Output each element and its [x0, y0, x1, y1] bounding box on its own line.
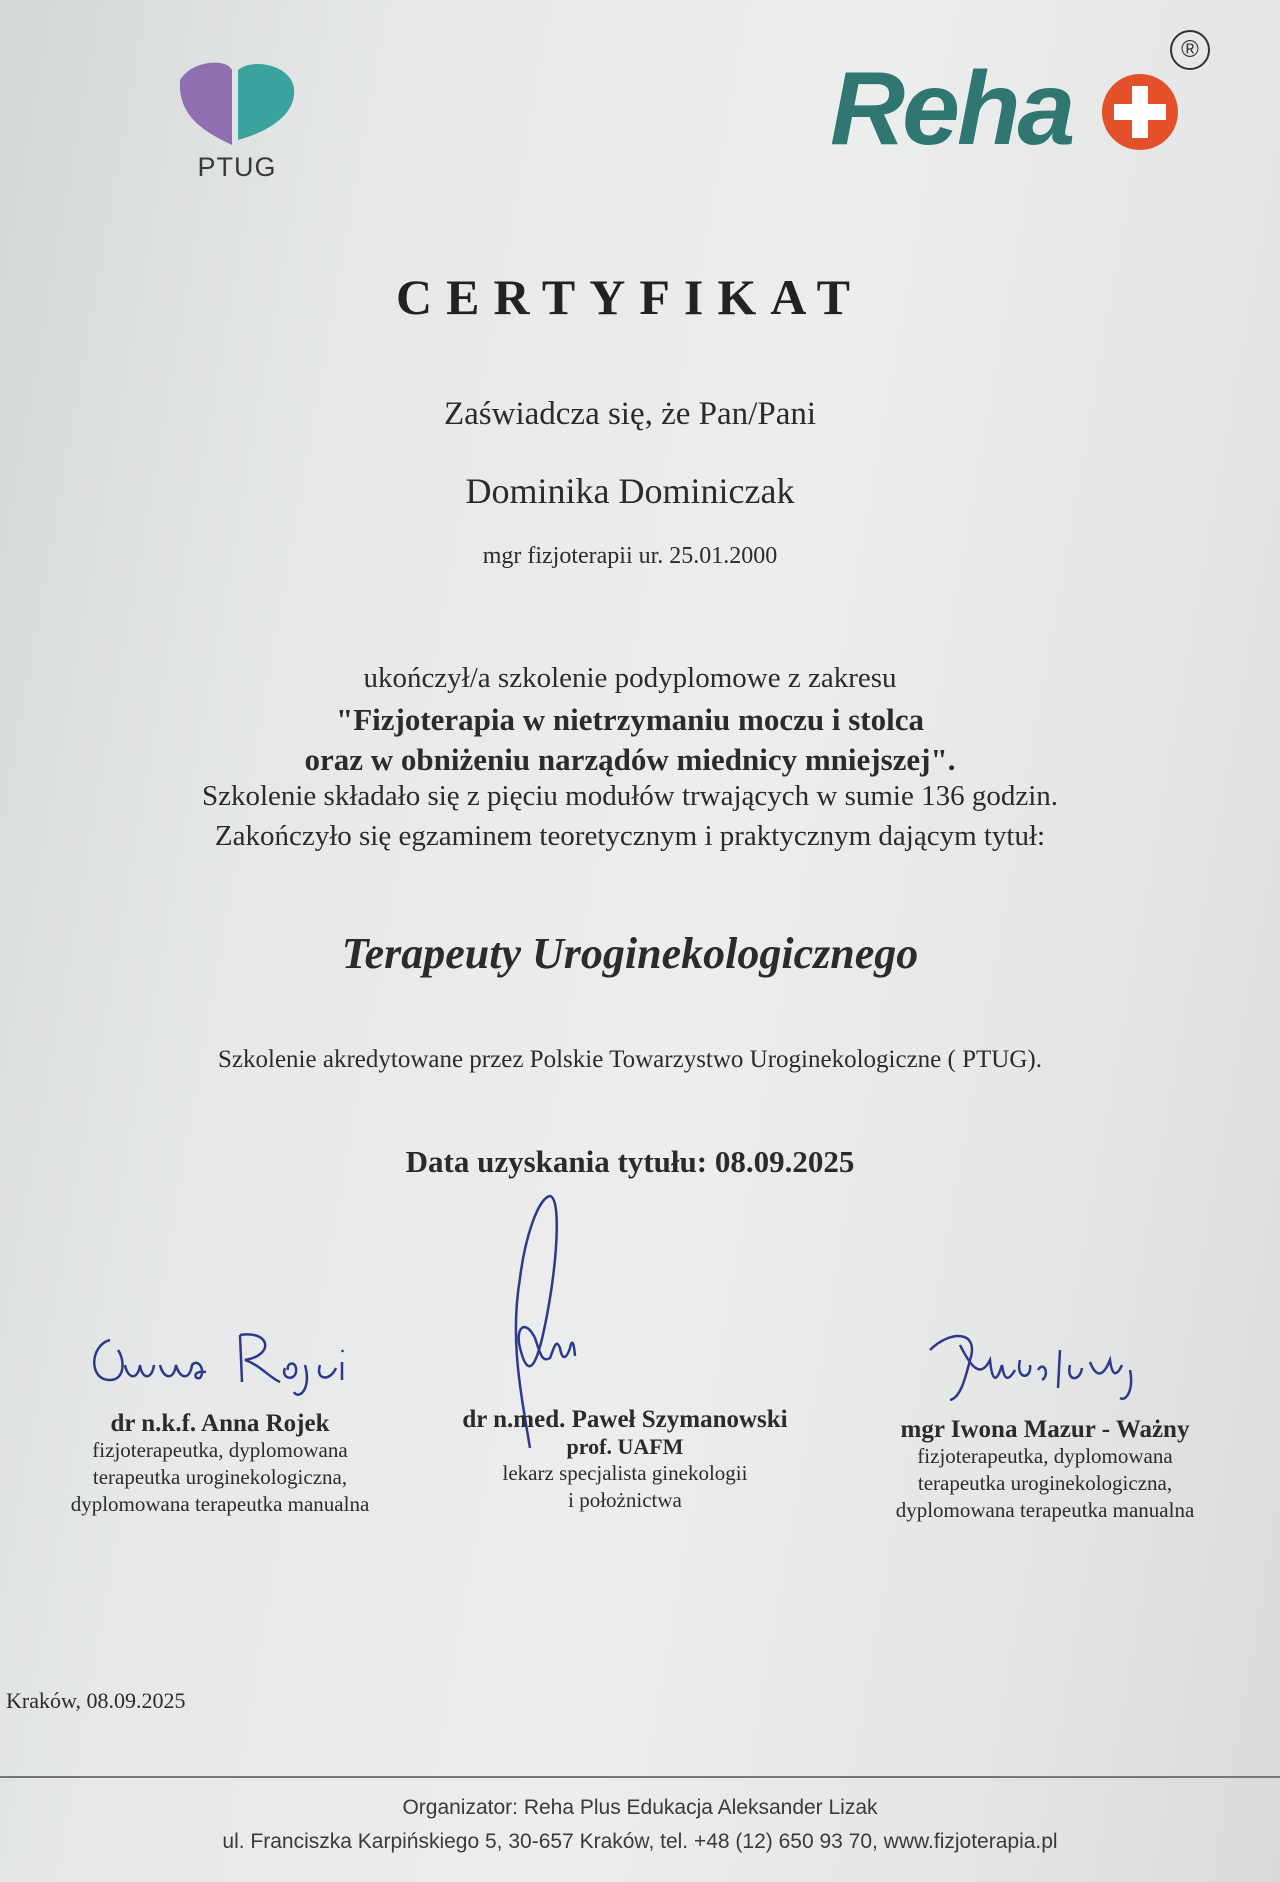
- footer-organizer: Organizator: Reha Plus Edukacja Aleksander Lizak: [402, 1796, 878, 1819]
- reha-plus-logo: [830, 30, 1220, 167]
- ptug-logo: [172, 60, 302, 190]
- signatory-3: [850, 1416, 1240, 1524]
- recipient-degree: mgr fizjoterapii ur. 25.01.2000: [482, 543, 778, 569]
- signatory-role: dyplomowana terapeutka manualna: [895, 1498, 1195, 1522]
- signatory-1: [30, 1410, 410, 1518]
- signatory-role: lekarz specjalista ginekologii: [502, 1461, 748, 1485]
- ptug-label: PTUG: [197, 152, 277, 182]
- signatory-role: prof. UAFM: [566, 1434, 684, 1459]
- signature-anna-rojek: [80, 1310, 350, 1400]
- footer-divider: [0, 1776, 1280, 1778]
- course-title: [0, 700, 1260, 780]
- signatory-name: dr n.k.f. Anna Rojek: [110, 1410, 330, 1437]
- recipient-name: Dominika Dominiczak: [465, 471, 795, 511]
- signatory-2: [420, 1406, 830, 1514]
- signature-iwona-mazur-wazny: [920, 1320, 1180, 1410]
- title-date: Data uzyskania tytułu: 08.09.2025: [405, 1144, 855, 1179]
- reha-wordmark: Reha: [830, 51, 1073, 167]
- accreditation-note: Szkolenie akredytowane przez Polskie Towarzystwo Uroginekologiczne ( PTUG).: [218, 1046, 1042, 1073]
- footer-address: ul. Franciszka Karpińskiego 5, 30-657 Kraków, tel. +48 (12) 650 93 70, www.fizjoterapia.pl: [222, 1830, 1058, 1853]
- course-intro: ukończył/a szkolenie podyplomowe z zakresu: [363, 662, 897, 694]
- course-title-line-1: "Fizjoterapia w nietrzymaniu moczu i stolca: [335, 702, 924, 737]
- signatory-role: i położnictwa: [568, 1488, 682, 1512]
- signatory-role: terapeutka uroginekologiczna,: [917, 1471, 1173, 1495]
- signatory-role: fizjoterapeutka, dyplomowana: [92, 1438, 348, 1462]
- signatory-role: dyplomowana terapeutka manualna: [70, 1492, 370, 1516]
- signatory-name: mgr Iwona Mazur - Ważny: [900, 1416, 1190, 1443]
- certificate-title: CERTYFIKAT: [396, 269, 864, 325]
- signatory-role: terapeutka uroginekologiczna,: [92, 1465, 348, 1489]
- certificate-intro: Zaświadcza się, że Pan/Pani: [443, 396, 817, 432]
- course-modules: Szkolenie składało się z pięciu modułów trwających w sumie 136 godzin.: [201, 780, 1059, 812]
- ptug-logo-mark: [172, 60, 302, 155]
- course-title-line-2: oraz w obniżeniu narządów miednicy mniejszej".: [304, 742, 956, 777]
- place-and-date: Kraków, 08.09.2025: [6, 1688, 186, 1713]
- registered-mark: ®: [1170, 30, 1210, 70]
- plus-icon: [1100, 72, 1180, 152]
- signatory-name: dr n.med. Paweł Szymanowski: [462, 1406, 788, 1433]
- therapist-title: Terapeuty Uroginekologicznego: [341, 929, 919, 978]
- signatory-role: fizjoterapeutka, dyplomowana: [917, 1444, 1173, 1468]
- course-exam: Zakończyło się egzaminem teoretycznym i praktycznym dającym tytuł:: [214, 820, 1046, 852]
